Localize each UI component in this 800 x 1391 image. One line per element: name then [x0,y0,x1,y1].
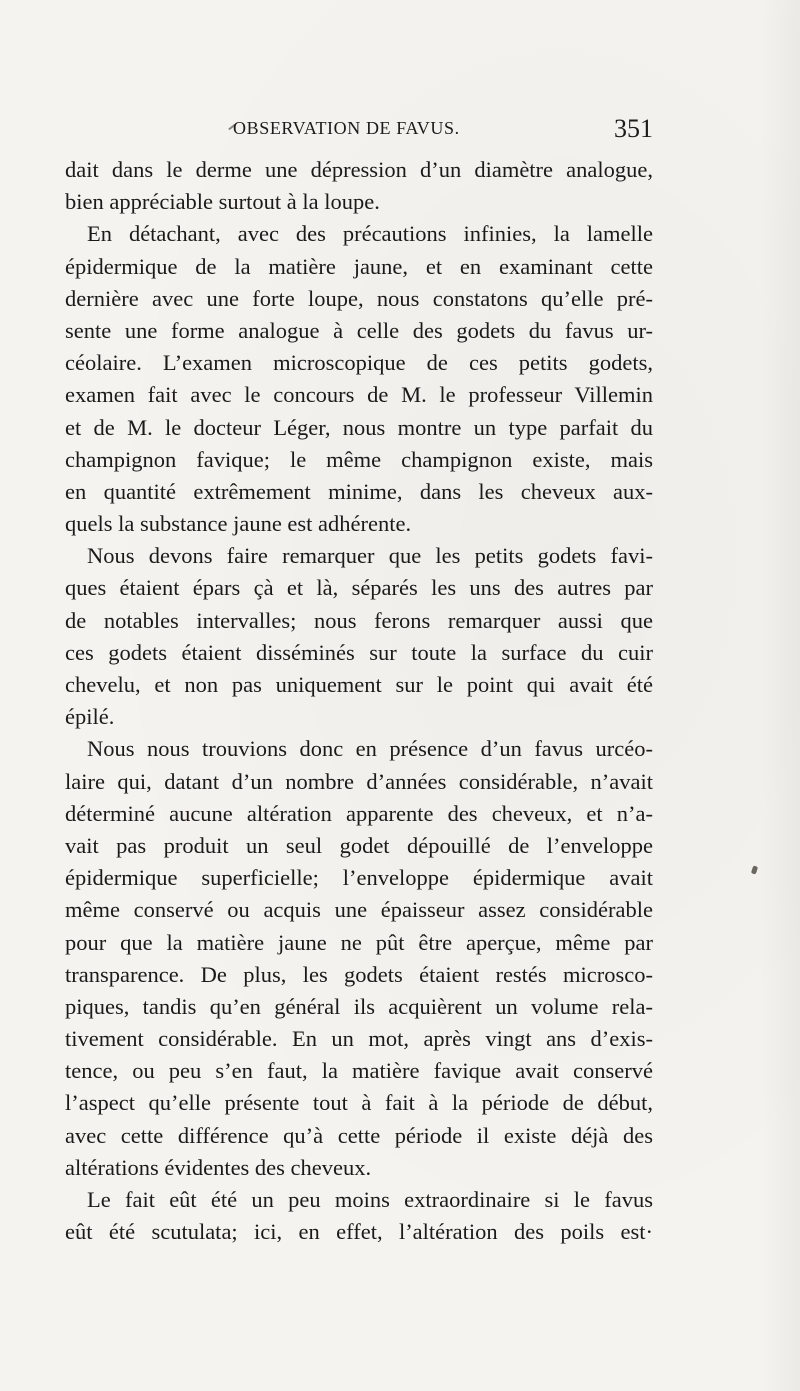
ink-smudge [751,865,758,874]
text-line: Le fait eût été un peu moins extraordinaire si le favus [87,1187,653,1212]
text-line: dernière avec une forte loupe, nous constatons qu’elle pré- [65,285,653,311]
text-line: tivement considérable. En un mot, après vingt ans d’exis- [65,1026,653,1052]
text-line: Nous nous trouvions donc en présence d’un favus urcéo- [87,736,653,762]
text-line: épidermique de la matière jaune, et en examinant cette [65,253,653,279]
text-line: céolaire. L’examen microscopique de ces petits godets, [65,350,653,376]
text-line: examen fait avec le concours de M. le professeur Villemin [65,382,653,408]
text-line: laire qui, datant d’un nombre d’années considérable, n’avait [65,768,653,794]
text-line: même conservé ou acquis une épaisseur assez considérable [65,897,653,923]
text-line: de notables intervalles; nous ferons remarquer aussi que [65,607,653,633]
text-line: quels la substance jaune est adhérente. [65,511,412,537]
text-line: En détachant, avec des précautions infinies, la lamelle [87,221,653,247]
body-text [65,154,653,1248]
text-line: ques étaient épars çà et là, séparés les uns des autres par [65,575,653,601]
text-line: champignon favique; le même champignon existe, mais [65,446,653,472]
text-line: épilé. [65,704,115,730]
text-line: vait pas produit un seul godet dépouillé de l’enveloppe [65,832,653,858]
page-header [65,114,653,150]
text-line: pour que la matière jaune ne pût être aperçue, même par [65,929,653,955]
text-line: eût été scutulata; ici, en effet, l’altération des poils est· [65,1219,653,1245]
text-line: épidermique superficielle; l’enveloppe épidermique avait [65,865,653,891]
text-line: transparence. De plus, les godets étaient restés microsco- [65,961,653,987]
text-line: bien appréciable surtout à la loupe. [65,189,380,215]
text-line: sente une forme analogue à celle des godets du favus ur- [65,317,653,343]
page-number: 351 [614,114,653,143]
text-line: en quantité extrêmement minime, dans les cheveux aux- [65,478,653,504]
text-line: chevelu, et non pas uniquement sur le point qui avait été [65,672,653,697]
text-line: et de M. le docteur Léger, nous montre un type parfait du [65,414,653,440]
running-title: OBSERVATION DE FAVUS. [233,118,460,138]
text-line: altérations évidentes des cheveux. [65,1154,372,1180]
text-line: piques, tandis qu’en général ils acquièrent un volume rela- [65,993,653,1019]
text-line: l’aspect qu’elle présente tout à fait à la période de début, [65,1090,653,1116]
page-edge-shadow [760,0,800,1391]
text-line: tence, ou peu s’en faut, la matière favique avait conservé [65,1058,653,1084]
text-line: déterminé aucune altération apparente des cheveux, et n’a- [65,800,653,826]
text-line: dait dans le derme une dépression d’un diamètre analogue, [65,157,653,182]
text-line: Nous devons faire remarquer que les petits godets favi- [87,543,653,569]
text-line: avec cette différence qu’à cette période il existe déjà des [65,1122,653,1148]
text-line: ces godets étaient disséminés sur toute la surface du cuir [65,639,653,665]
